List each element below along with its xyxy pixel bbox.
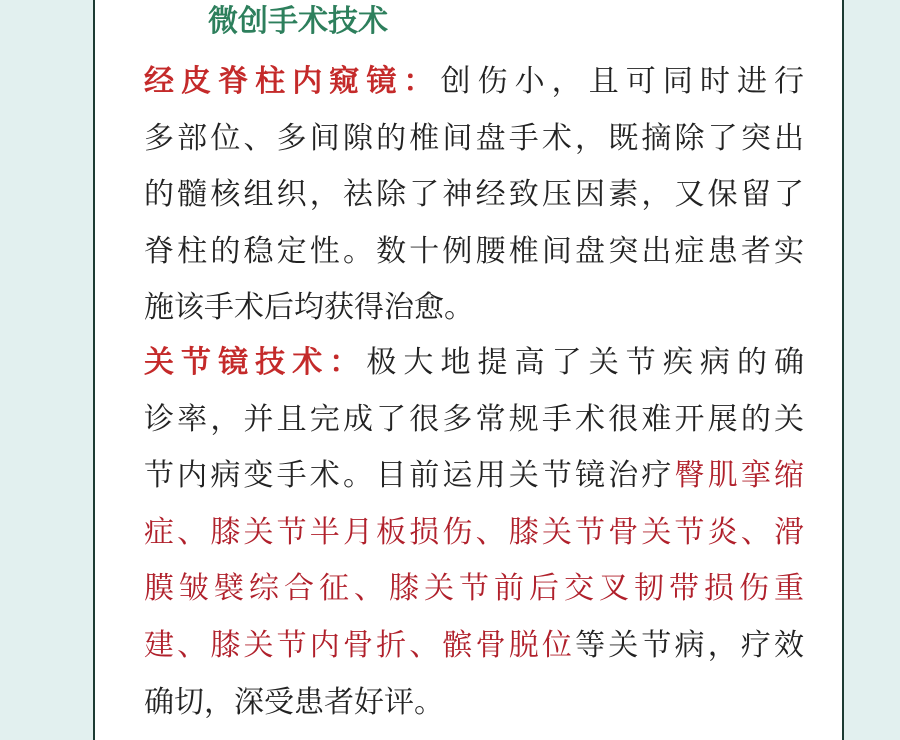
text-line: [144, 392, 804, 449]
lead-term: 经皮脊柱内窥镜：: [144, 64, 441, 99]
highlighted-conditions: 膜皱襞综合征、膝关节前后交叉韧带损伤重: [144, 571, 804, 607]
text-line: [144, 111, 804, 168]
line-text: 多部位、多间隙的椎间盘手术，既摘除了突出: [144, 120, 804, 156]
text-line: [144, 335, 804, 392]
line-text: 脊柱的稳定性。数十例腰椎间盘突出症患者实: [144, 233, 804, 269]
highlighted-conditions: 建、膝关节内骨折、髌骨脱位: [144, 627, 576, 663]
text-line: [144, 618, 804, 675]
text-line: [144, 280, 804, 337]
text-line: [144, 561, 804, 618]
text-line: [144, 448, 804, 505]
line-text: 确切，深受患者好评。: [144, 684, 444, 720]
line-text: 创伤小，且可同时进行: [440, 64, 805, 99]
paragraph-spinal-endoscopy: [144, 54, 804, 337]
lead-term: 关节镜技术：: [144, 345, 367, 380]
highlighted-conditions: 症、膝关节半月板损伤、膝关节骨关节炎、滑: [144, 514, 804, 550]
text-line: [144, 505, 804, 562]
line-text: 的髓核组织，祛除了神经致压因素，又保留了: [144, 177, 804, 213]
section-title: 微创手术技术: [208, 4, 388, 39]
line-text: 诊率，并且完成了很多常规手术很难开展的关: [144, 401, 804, 437]
paragraph-arthroscopy: [144, 335, 804, 731]
text-line: [144, 224, 804, 281]
text-line: [144, 54, 804, 111]
line-text: 极大地提高了关节疾病的确: [366, 345, 805, 380]
line-text: 节内病变手术。目前运用关节镜治疗: [144, 458, 675, 494]
text-line: [144, 167, 804, 224]
line-text: 等关节病，疗效: [575, 627, 805, 663]
highlighted-conditions: 臀肌挛缩: [674, 458, 805, 494]
line-text: 施该手术后均获得治愈。: [144, 290, 474, 326]
